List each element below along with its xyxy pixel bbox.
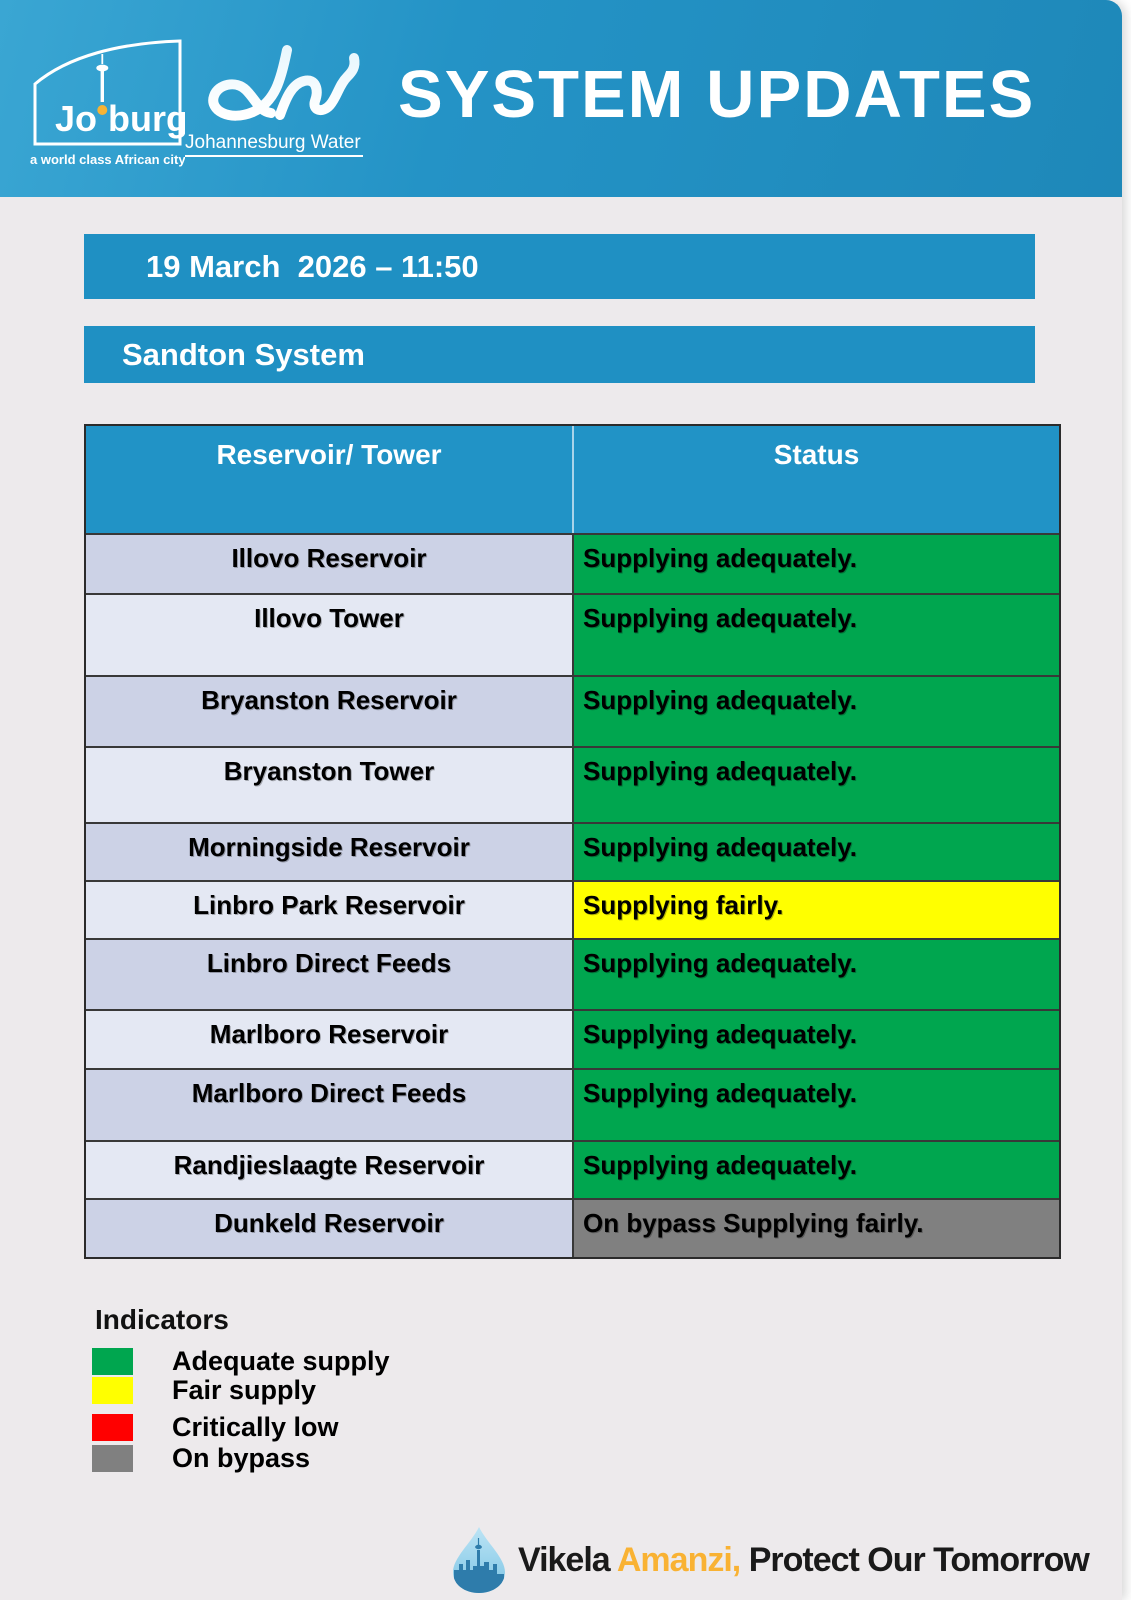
table-header-row [86,426,1059,533]
column-header-status: Status [773,439,860,470]
legend-item-label: Fair supply [172,1375,317,1405]
legend-color-swatch [92,1414,133,1441]
status-cell: Supplying adequately. [574,748,1059,822]
legend-item-label: Adequate supply [172,1346,390,1376]
status-cell: Supplying adequately. [574,535,1059,593]
table-row [86,938,1059,1009]
status-cell: Supplying adequately. [574,1070,1059,1140]
table-row [86,593,1059,675]
legend-color-swatch [92,1348,133,1375]
indicators-legend [92,1304,390,1472]
slogan-amanzi: Amanzi, [616,1540,741,1579]
column-header-reservoir: Reservoir/ Tower [86,426,574,533]
reservoir-name-cell: Marlboro Direct Feeds [86,1070,574,1140]
slogan-protect: Protect Our Tomorrow [748,1540,1089,1579]
reservoir-name-cell: Linbro Direct Feeds [86,940,574,1009]
system-name-text: Sandton System [122,336,365,372]
system-banner [84,326,1035,383]
status-table-body [86,533,1059,1257]
legend-item [92,1377,390,1404]
table-row [86,1198,1059,1257]
table-row [86,822,1059,880]
legend-title: Indicators [95,1304,229,1335]
table-row [86,533,1059,593]
date-text: 19 March 2026 – 11:50 [146,248,479,284]
legend-item [92,1348,390,1375]
joburg-tagline: a world class African city [30,152,185,167]
legend-item-label: On bypass [172,1443,311,1473]
page-title: SYSTEM UPDATES [398,57,1036,132]
reservoir-name-cell: Marlboro Reservoir [86,1011,574,1068]
status-cell: Supplying fairly. [574,882,1059,938]
status-cell: On bypass Supplying fairly. [574,1200,1059,1257]
status-cell: Supplying adequately. [574,1142,1059,1198]
joburg-wordmark-jo: Jo [54,98,97,139]
reservoir-name-cell: Linbro Park Reservoir [86,882,574,938]
table-row [86,1009,1059,1068]
hillbrow-tower-icon [96,54,108,102]
table-row [86,1068,1059,1140]
legend-items [92,1348,390,1472]
status-cell: Supplying adequately. [574,595,1059,675]
water-wave-icon [183,44,368,169]
joburg-logo-icon [30,36,185,171]
slogan-vikela: Vikela [518,1540,610,1579]
joburg-wordmark-burg: burg [108,98,185,139]
status-cell: Supplying adequately. [574,824,1059,880]
reservoir-name-cell: Illovo Tower [86,595,574,675]
reservoir-name-cell: Morningside Reservoir [86,824,574,880]
table-row [86,675,1059,746]
status-cell: Supplying adequately. [574,940,1059,1009]
status-cell: Supplying adequately. [574,1011,1059,1068]
johannesburg-water-logo [183,44,368,169]
status-cell: Supplying adequately. [574,677,1059,746]
legend-color-swatch [92,1377,133,1404]
legend-item [92,1445,390,1472]
reservoir-name-cell: Bryanston Reservoir [86,677,574,746]
legend-color-swatch [92,1445,133,1472]
joburg-yellow-dot-icon [97,105,107,115]
header-banner [0,0,1122,197]
date-banner [84,234,1035,299]
footer-slogan [518,1541,1089,1580]
joburg-logo [30,36,185,171]
reservoir-name-cell: Bryanston Tower [86,748,574,822]
legend-item [92,1414,390,1441]
jw-logo-name: Johannesburg Water [185,132,361,153]
table-row [86,1140,1059,1198]
legend-item-label: Critically low [172,1412,339,1442]
footer [450,1526,1089,1594]
water-drop-city-icon [450,1526,508,1594]
reservoir-name-cell: Illovo Reservoir [86,535,574,593]
table-row [86,746,1059,822]
table-row [86,880,1059,938]
status-table [84,424,1061,1259]
reservoir-name-cell: Dunkeld Reservoir [86,1200,574,1257]
reservoir-name-cell: Randjieslaagte Reservoir [86,1142,574,1198]
